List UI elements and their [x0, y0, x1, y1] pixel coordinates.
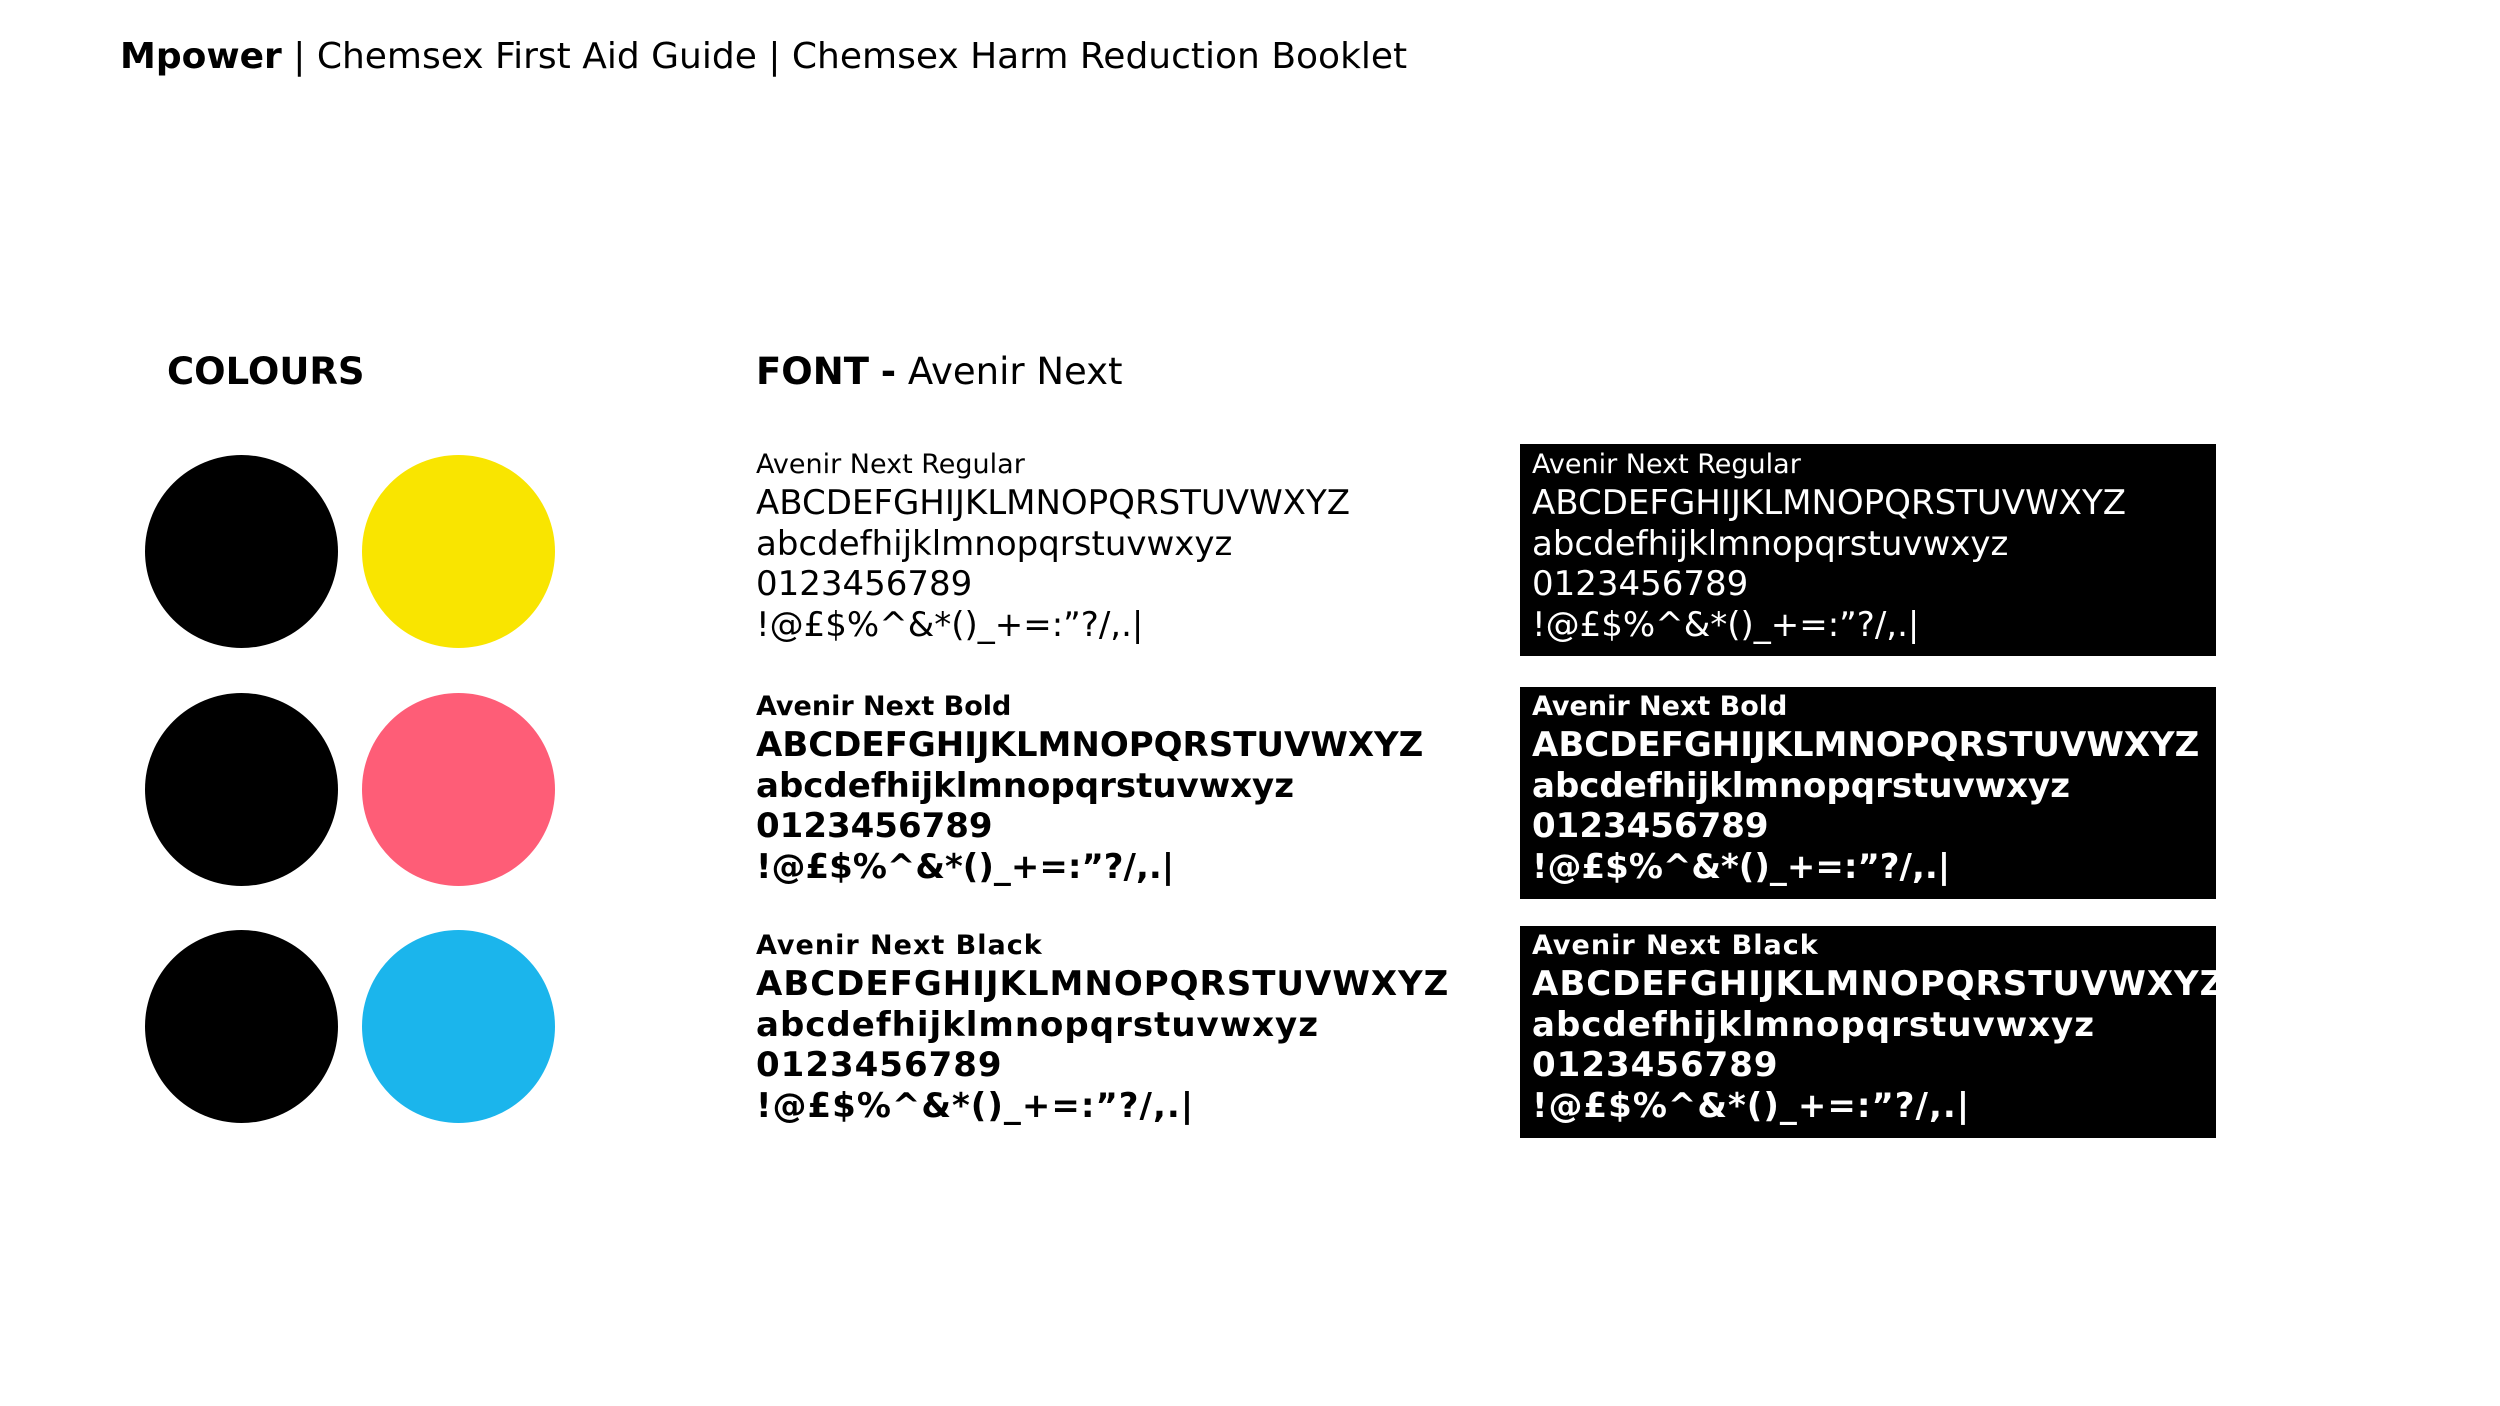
specimen-name: Avenir Next Regular [756, 449, 1025, 480]
specimen-uppercase: ABCDEFGHIJKLMNOPQRSTUVWXYZ [756, 725, 1424, 765]
brand-name: Mpower [120, 36, 282, 77]
font-label: FONT [756, 350, 869, 393]
header-separator: | [293, 36, 306, 77]
font-title [756, 350, 1123, 394]
specimen-name: Avenir Next Black [756, 930, 1043, 961]
colour-swatch-pink [362, 693, 555, 886]
header-line [120, 32, 1407, 82]
colours-title: COLOURS [167, 350, 365, 393]
specimen-lowercase: abcdefhijklmnopqrstuvwxyz [756, 523, 1233, 564]
specimen-bold-light [756, 689, 1423, 887]
header-item-first-aid-guide: Chemsex First Aid Guide [316, 36, 757, 77]
specimen-symbols: !@£$%^&*()_+=:”?/,.| [1532, 846, 1951, 887]
specimen-lowercase: abcdefhijklmnopqrstuvwxyz [1532, 1004, 2095, 1045]
specimen-digits: 0123456789 [756, 564, 973, 604]
specimen-uppercase: ABCDEFGHIJKLMNOPQRSTUVWXYZ [1532, 725, 2200, 765]
header-item-harm-reduction-booklet: Chemsex Harm Reduction Booklet [791, 36, 1408, 77]
specimen-symbols: !@£$%^&*()_+=:”?/,.| [756, 604, 1144, 645]
specimen-black-dark [1532, 928, 2225, 1126]
header-separator: | [768, 36, 781, 77]
specimen-symbols: !@£$%^&*()_+=:”?/,.| [1532, 1085, 1971, 1126]
specimen-name: Avenir Next Bold [1532, 691, 1788, 722]
specimen-name: Avenir Next Bold [756, 691, 1012, 722]
specimen-digits: 0123456789 [1532, 564, 1749, 604]
specimen-digits: 0123456789 [1532, 1045, 1779, 1085]
specimen-digits: 0123456789 [756, 1045, 1003, 1085]
specimen-name: Avenir Next Black [1532, 930, 1819, 961]
specimen-digits: 0123456789 [1532, 806, 1769, 846]
specimen-uppercase: ABCDEFGHIJKLMNOPQRSTUVWXYZ [1532, 964, 2226, 1004]
specimen-symbols: !@£$%^&*()_+=:”?/,.| [1532, 604, 1920, 645]
specimen-lowercase: abcdefhijklmnopqrstuvwxyz [1532, 523, 2009, 564]
specimen-lowercase: abcdefhijklmnopqrstuvwxyz [756, 765, 1294, 806]
specimen-bold-dark [1532, 689, 2199, 887]
font-dash: - [880, 350, 897, 393]
specimen-uppercase: ABCDEFGHIJKLMNOPQRSTUVWXYZ [1532, 483, 2127, 523]
colour-swatch-black [145, 455, 338, 648]
specimen-black-light [756, 928, 1449, 1126]
specimen-name: Avenir Next Regular [1532, 449, 1801, 480]
specimen-symbols: !@£$%^&*()_+=:”?/,.| [756, 1085, 1195, 1126]
colour-swatch-black [145, 693, 338, 886]
colour-swatch-blue [362, 930, 555, 1123]
specimen-uppercase: ABCDEFGHIJKLMNOPQRSTUVWXYZ [756, 483, 1351, 523]
colour-swatch-yellow [362, 455, 555, 648]
specimen-digits: 0123456789 [756, 806, 993, 846]
specimen-lowercase: abcdefhijklmnopqrstuvwxyz [756, 1004, 1319, 1045]
colour-swatch-black [145, 930, 338, 1123]
font-family-name: Avenir Next [907, 350, 1123, 393]
specimen-regular-dark [1532, 447, 2126, 645]
specimen-regular-light [756, 447, 1350, 645]
specimen-uppercase: ABCDEFGHIJKLMNOPQRSTUVWXYZ [756, 964, 1450, 1004]
specimen-lowercase: abcdefhijklmnopqrstuvwxyz [1532, 765, 2070, 806]
specimen-symbols: !@£$%^&*()_+=:”?/,.| [756, 846, 1175, 887]
